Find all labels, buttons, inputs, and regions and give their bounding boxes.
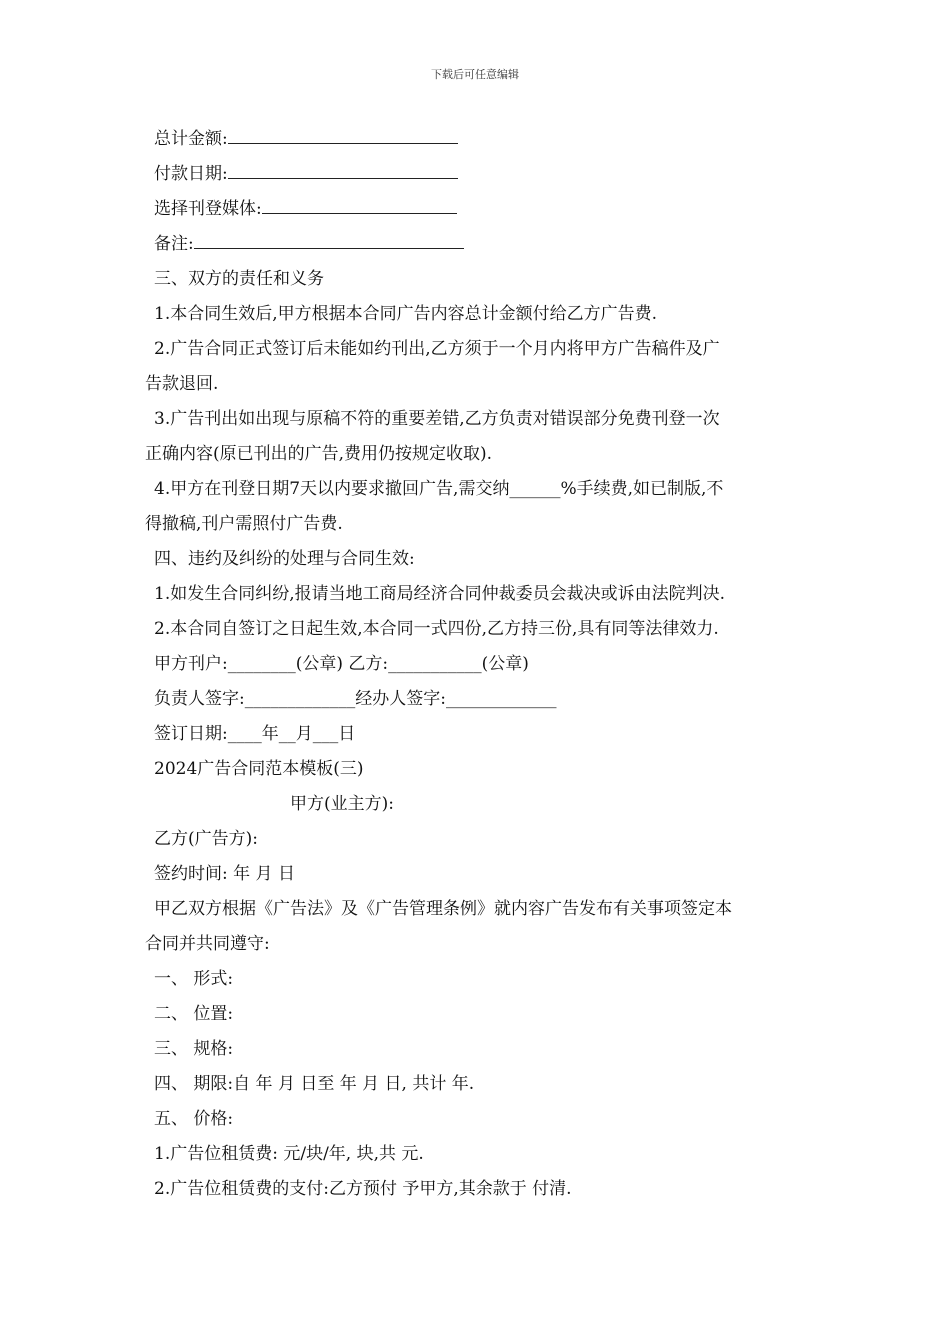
- line-text: 甲方刊户:________(公章) 乙方:___________(公章): [154, 654, 529, 674]
- line-text: 2.广告合同正式签订后未能如约刊出,乙方须于一个月内将甲方广告稿件及广: [154, 339, 720, 359]
- text-line: [145, 437, 815, 472]
- line-text: 四、违约及纠纷的处理与合同生效:: [154, 549, 415, 569]
- text-line: [145, 1102, 815, 1137]
- text-line: [145, 192, 815, 227]
- line-text: 2024广告合同范本模板(三): [154, 759, 364, 779]
- fill-in-blank[interactable]: [228, 158, 458, 179]
- text-line: [145, 1137, 815, 1172]
- text-line: [145, 787, 815, 822]
- text-line: [145, 122, 815, 157]
- text-line: [145, 577, 815, 612]
- line-text: 负责人签字:_____________经办人签字:_____________: [154, 689, 557, 709]
- line-text: 二、 位置:: [154, 1004, 234, 1024]
- line-text: 2.广告位租赁费的支付:乙方预付 予甲方,其余款于 付清.: [154, 1179, 572, 1199]
- line-text: 合同并共同遵守:: [145, 934, 270, 954]
- text-line: [145, 822, 815, 857]
- fill-in-blank[interactable]: [228, 123, 458, 144]
- text-line: [145, 892, 815, 927]
- text-line: [145, 542, 815, 577]
- fill-in-blank[interactable]: [262, 193, 457, 214]
- text-line: [145, 227, 815, 262]
- line-text: 签订日期:____年__月___日: [154, 724, 356, 744]
- text-line: [145, 962, 815, 997]
- line-text: 得撤稿,刊户需照付广告费.: [145, 514, 343, 534]
- text-line: [145, 367, 815, 402]
- line-text: 告款退回.: [145, 374, 219, 394]
- line-text: 正确内容(原已刊出的广告,费用仍按规定收取).: [145, 444, 493, 464]
- text-line: [145, 157, 815, 192]
- line-text: 一、 形式:: [154, 969, 234, 989]
- text-line: [145, 297, 815, 332]
- text-line: [145, 647, 815, 682]
- fill-in-blank[interactable]: [194, 228, 464, 249]
- line-text: 3.广告刊出如出现与原稿不符的重要差错,乙方负责对错误部分免费刊登一次: [154, 409, 720, 429]
- line-text: 三、双方的责任和义务: [154, 269, 324, 289]
- document-body: [145, 122, 815, 1207]
- text-line: [145, 262, 815, 297]
- line-text: 4.甲方在刊登日期7天以内要求撤回广告,需交纳______%手续费,如已制版,不: [154, 479, 724, 499]
- line-text: 1.如发生合同纠纷,报请当地工商局经济合同仲裁委员会裁决或诉由法院判决.: [154, 584, 726, 604]
- line-text: 乙方(广告方):: [154, 829, 258, 849]
- line-text: 甲乙双方根据《广告法》及《广告管理条例》就内容广告发布有关事项签定本: [154, 899, 732, 919]
- line-text: 备注:: [154, 234, 194, 254]
- line-text: 2.本合同自签订之日起生效,本合同一式四份,乙方持三份,具有同等法律效力.: [154, 619, 719, 639]
- line-text: 1.广告位租赁费: 元/块/年, 块,共 元.: [154, 1144, 424, 1164]
- line-text: 1.本合同生效后,甲方根据本合同广告内容总计金额付给乙方广告费.: [154, 304, 658, 324]
- text-line: [145, 1067, 815, 1102]
- line-text: 四、 期限:自 年 月 日至 年 月 日, 共计 年.: [154, 1074, 475, 1094]
- text-line: [145, 332, 815, 367]
- text-line: [145, 1032, 815, 1067]
- line-text: 总计金额:: [154, 129, 228, 149]
- line-text: 付款日期:: [154, 164, 228, 184]
- text-line: [145, 927, 815, 962]
- text-line: [145, 1172, 815, 1207]
- text-line: [145, 402, 815, 437]
- text-line: [145, 752, 815, 787]
- line-text: 三、 规格:: [154, 1039, 234, 1059]
- line-text: 签约时间: 年 月 日: [154, 864, 295, 884]
- page-header: 下载后可任意编辑: [431, 68, 519, 81]
- line-text: 甲方(业主方):: [290, 794, 394, 814]
- text-line: [145, 612, 815, 647]
- text-line: [145, 857, 815, 892]
- text-line: [145, 682, 815, 717]
- text-line: [145, 472, 815, 507]
- text-line: [145, 997, 815, 1032]
- text-line: [145, 717, 815, 752]
- text-line: [145, 507, 815, 542]
- line-text: 选择刊登媒体:: [154, 199, 262, 219]
- line-text: 五、 价格:: [154, 1109, 234, 1129]
